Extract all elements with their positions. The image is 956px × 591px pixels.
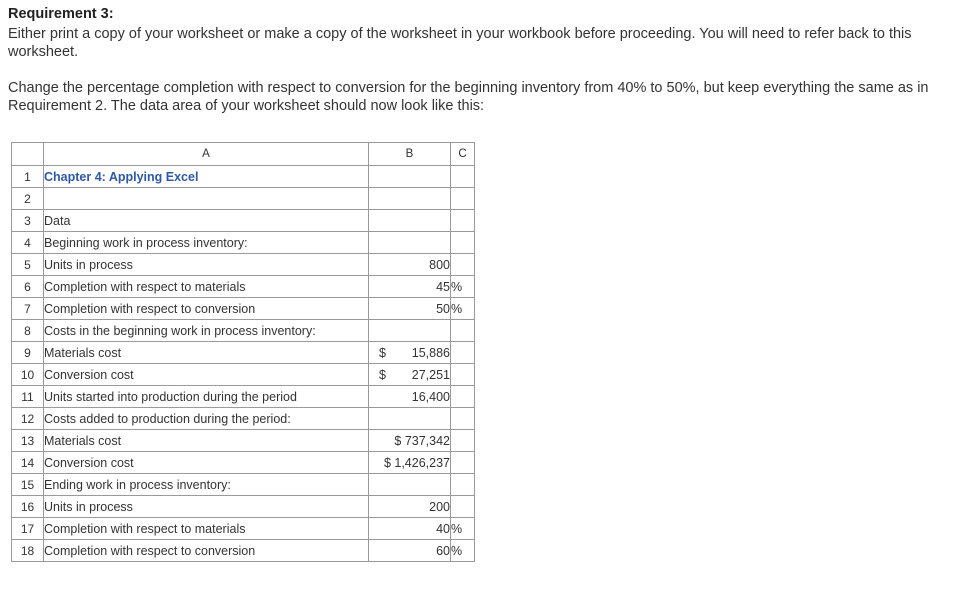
table-row [12,254,475,276]
row-number: 1 [12,166,44,188]
cell-b: 50 [369,298,451,320]
column-header-row [12,143,475,166]
table-row [12,188,475,210]
row-number: 6 [12,276,44,298]
cell-a: Ending work in process inventory: [44,474,369,496]
table-row [12,386,475,408]
column-header-b: B [369,143,451,166]
cell-c [451,166,475,188]
instruction-paragraph-1: Either print a copy of your worksheet or make a copy of the worksheet in your workbook before proceeding. You will need to refer back to this worksheet. [8,26,912,60]
cell-b [369,188,451,210]
cell-a: Costs in the beginning work in process inventory: [44,320,369,342]
table-row [12,430,475,452]
table-row [12,342,475,364]
cell-a: Beginning work in process inventory: [44,232,369,254]
row-number: 16 [12,496,44,518]
cell-a: Conversion cost [44,364,369,386]
cell-c [451,254,475,276]
corner-cell [12,143,44,166]
cell-a: Completion with respect to conversion [44,298,369,320]
currency-symbol: $ [379,367,386,382]
cell-a: Units in process [44,254,369,276]
cell-b: 45 [369,276,451,298]
cell-b: $ 737,342 [369,430,451,452]
cell-c [451,232,475,254]
cell-a [44,188,369,210]
cell-b [369,474,451,496]
cell-b [369,342,451,364]
cell-a: Costs added to production during the period: [44,408,369,430]
cell-b [369,232,451,254]
table-row [12,540,475,562]
cell-c: % [451,276,475,298]
column-header-c: C [451,143,475,166]
instruction-paragraph-2: Change the percentage completion with respect to conversion for the beginning inventory from 40% to 50%, but keep everything the same as in Requirement 2. The data area of your worksheet should now look like this: [8,80,929,114]
cell-a: Materials cost [44,342,369,364]
cell-b [369,210,451,232]
row-number: 5 [12,254,44,276]
table-row [12,496,475,518]
cell-a: Units started into production during the period [44,386,369,408]
cell-c: % [451,540,475,562]
table-row [12,210,475,232]
spreadsheet-table [11,142,475,562]
cell-c: % [451,298,475,320]
cell-c [451,408,475,430]
sheet-title-cell: Chapter 4: Applying Excel [44,166,369,188]
cell-c [451,474,475,496]
cell-c [451,188,475,210]
cell-b-value: 27,251 [411,367,450,382]
table-row [12,232,475,254]
currency-symbol: $ [379,345,386,360]
cell-b [369,364,451,386]
requirement-title: Requirement 3: [8,6,114,22]
cell-c: % [451,518,475,540]
row-number: 15 [12,474,44,496]
cell-a: Conversion cost [44,452,369,474]
cell-b [369,166,451,188]
cell-b: 40 [369,518,451,540]
cell-c [451,320,475,342]
table-row [12,276,475,298]
table-row [12,320,475,342]
cell-c [451,496,475,518]
cell-c [451,452,475,474]
table-row [12,474,475,496]
table-row [12,452,475,474]
cell-a: Completion with respect to materials [44,276,369,298]
cell-b: 60 [369,540,451,562]
row-number: 14 [12,452,44,474]
row-number: 10 [12,364,44,386]
row-number: 17 [12,518,44,540]
cell-b: $ 1,426,237 [369,452,451,474]
row-number: 7 [12,298,44,320]
cell-a: Data [44,210,369,232]
row-number: 3 [12,210,44,232]
table-row [12,166,475,188]
cell-a: Units in process [44,496,369,518]
cell-c [451,430,475,452]
cell-b: 16,400 [369,386,451,408]
row-number: 13 [12,430,44,452]
row-number: 8 [12,320,44,342]
column-header-a: A [44,143,369,166]
table-row [12,364,475,386]
cell-b: 800 [369,254,451,276]
row-number: 18 [12,540,44,562]
row-number: 11 [12,386,44,408]
cell-c [451,364,475,386]
table-row [12,518,475,540]
cell-c [451,342,475,364]
cell-b [369,408,451,430]
cell-b-value: 15,886 [411,345,450,360]
row-number: 9 [12,342,44,364]
cell-a: Completion with respect to materials [44,518,369,540]
table-row [12,408,475,430]
cell-b [369,320,451,342]
row-number: 12 [12,408,44,430]
table-row [12,298,475,320]
cell-a: Completion with respect to conversion [44,540,369,562]
row-number: 4 [12,232,44,254]
cell-c [451,210,475,232]
row-number: 2 [12,188,44,210]
cell-a: Materials cost [44,430,369,452]
cell-b: 200 [369,496,451,518]
cell-c [451,386,475,408]
